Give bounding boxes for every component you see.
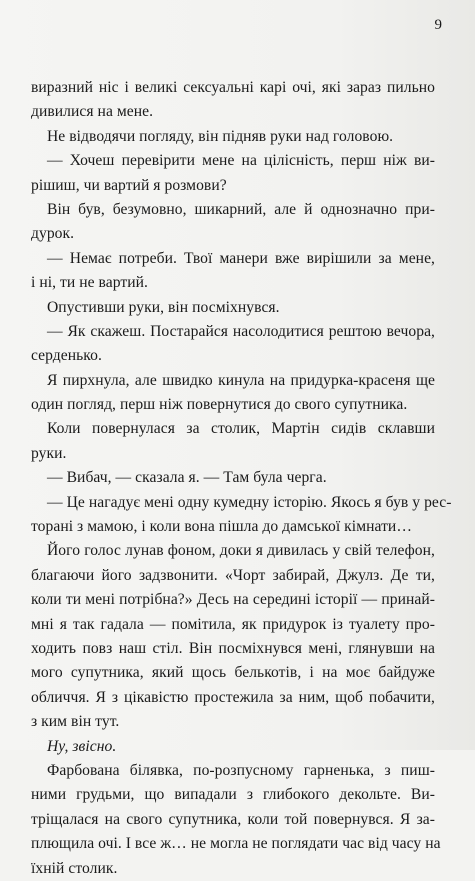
text-line: — Немає потреби. Твої манери вже вирішили за мене, xyxy=(47,249,435,267)
text-line: руки. xyxy=(31,444,67,462)
text-line: Опустивши руки, він посміхнувся. xyxy=(47,298,280,316)
page-number: 9 xyxy=(434,17,442,33)
text-line: Ну, звісно. xyxy=(47,737,117,755)
text-line: рішиш, чи вартий я розмови? xyxy=(31,176,227,194)
text-line: ними грудьми, що випадали з глибокого декольте. Ви- xyxy=(31,786,435,804)
text-line: — Це нагадує мені одну кумедну історію. Якось я був у рес- xyxy=(47,493,452,511)
text-line: Його голос лунав фоном, доки я дивилась у свій телефон, xyxy=(47,542,435,560)
text-line: тріщалася на свого супутника, коли той повернувся. Я за- xyxy=(31,810,435,828)
text-line: Коли повернулася за столик, Мартін сидів склавши xyxy=(47,420,435,438)
body-text xyxy=(31,76,452,881)
text-line: серденько. xyxy=(31,347,102,365)
text-line: мні я так гадала — помітила, як придурок із туалету про- xyxy=(31,615,435,633)
text-line: плющила очі. І все ж… не могла не поглядати час від часу на xyxy=(31,835,441,853)
text-line: дурок. xyxy=(31,225,75,243)
text-line: один погляд, перш ніж повернутися до свого супутника. xyxy=(31,396,408,414)
text-line: і ні, ти не вартий. xyxy=(31,274,148,292)
text-line: — Як скажеш. Постарайся насолодитися рештою вечора, xyxy=(47,322,435,340)
text-line: Не відводячи погляду, він підняв руки над головою. xyxy=(47,127,394,145)
text-line: Він був, безумовно, шикарний, але й однозначно при- xyxy=(47,200,435,218)
text-line: мого супутника, який щось белькотів, і на моє байдуже xyxy=(31,664,435,682)
text-line: ходить повз наш стіл. Він посміхнувся мені, глянувши на xyxy=(31,639,435,657)
text-line: коли ти мені потрібна?» Десь на середині історії — принай- xyxy=(31,591,435,609)
text-line: торані з мамою, і коли вона пішла до дамської кімнати… xyxy=(31,518,412,536)
text-line: обличчя. Я з цікавістю простежила за ним, щоб побачити, xyxy=(31,688,435,706)
text-line: Фарбована білявка, по-розпусному гарненька, з пиш- xyxy=(47,761,435,779)
text-line: дивилися на мене. xyxy=(31,103,154,121)
text-line: виразний ніс і великі сексуальні карі очі, які зараз пильно xyxy=(31,79,435,96)
text-line: — Хочеш перевірити мене на цілісність, перш ніж ви- xyxy=(47,152,435,170)
text-line: благаючи його задзвонити. «Чорт забирай, Джулз. Де ти, xyxy=(31,566,435,584)
text-line: — Вибач, — сказала я. — Там була черга. xyxy=(47,469,327,487)
text-line: з ким він тут. xyxy=(31,713,120,731)
text-line: Я пирхнула, але швидко кинула на придурка-красеня ще xyxy=(47,371,435,389)
text-line: їхній столик. xyxy=(31,859,118,877)
